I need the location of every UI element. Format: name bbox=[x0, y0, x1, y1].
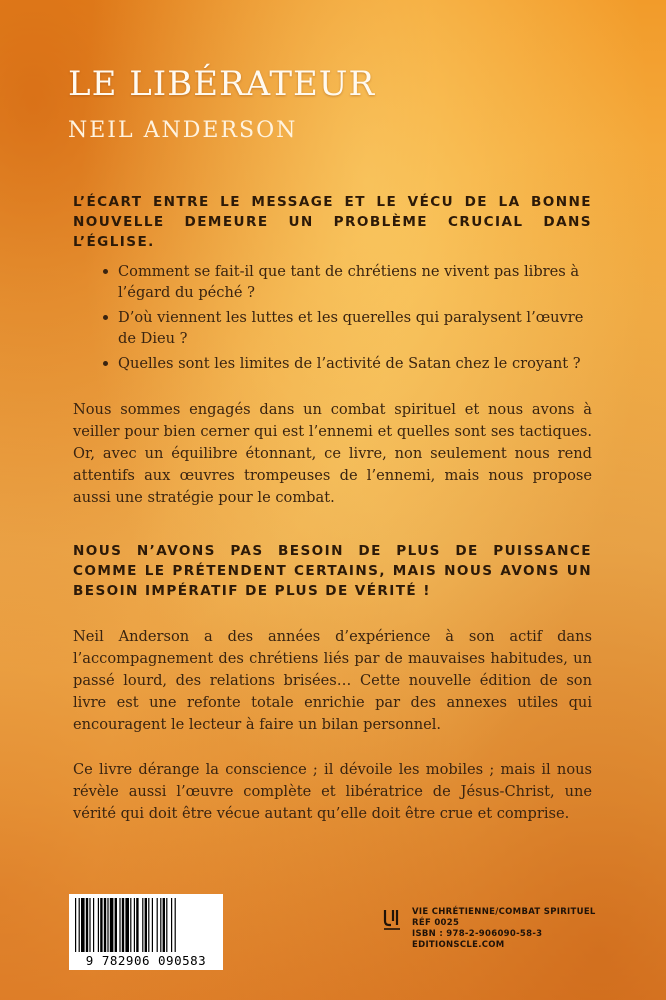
barcode-digits: 9 782906 090583 bbox=[85, 953, 207, 968]
section-heading-2: NOUS N’AVONS PAS BESOIN DE PLUS DE PUISSANCE COMME LE PRÉTENDENT CERTAINS, MAIS NOUS AVONS UN BESOIN IMPÉRATIF DE PLUS DE VÉRITÉ ! bbox=[73, 543, 592, 599]
book-author: NEIL ANDERSON bbox=[68, 118, 298, 143]
book-reference: RÉF 0025 bbox=[412, 918, 460, 928]
book-isbn: ISBN : 978-2-906090-58-3 bbox=[412, 929, 543, 939]
question-list bbox=[73, 261, 592, 378]
publisher-block bbox=[382, 907, 596, 951]
book-category: VIE CHRÉTIENNE/COMBAT SPIRITUEL bbox=[412, 907, 596, 917]
list-item: D’où viennent les luttes et les querelles qui paralysent l’œuvre de Dieu ? bbox=[73, 307, 592, 349]
section-heading-1: L’ÉCART ENTRE LE MESSAGE ET LE VÉCU DE LA BONNE NOUVELLE DEMEURE UN PROBLÈME CRUCIAL DANS L’ÉGLISE. bbox=[73, 194, 592, 250]
publisher-website[interactable]: EDITIONSCLE.COM bbox=[412, 940, 505, 950]
paragraph-2: Neil Anderson a des années d’expérience à son actif dans l’accompagnement des chrétiens liés par de mauvaises habitudes, un passé lourd, des relations brisées… Cette nouvelle édition de son livre est une refonte totale enrichie par des annexes utiles qui encouragent le lecteur à faire un bilan personnel. bbox=[73, 628, 592, 733]
paragraph-1: Nous sommes engagés dans un combat spirituel et nous avons à veiller pour bien cerner qui est l’ennemi et quelles sont ses tactiques. Or, avec un équilibre étonnant, ce livre, non seulement nous rend attentifs aux œuvres trompeuses de l’ennemi, mais nous propose aussi une stratégie pour le combat. bbox=[73, 401, 592, 506]
publisher-info bbox=[412, 907, 596, 951]
list-item: Comment se fait-il que tant de chrétiens ne vivent pas libres à l’égard du péché ? bbox=[73, 261, 592, 303]
book-title: LE LIBÉRATEUR bbox=[68, 64, 376, 104]
cle-logo-icon bbox=[382, 909, 402, 931]
paragraph-3: Ce livre dérange la conscience ; il dévoile les mobiles ; mais il nous révèle aussi l’œuvre complète et libératrice de Jésus-Christ, une vérité qui doit être vécue autant qu’elle doit être crue et comprise. bbox=[73, 761, 592, 822]
barcode-bars bbox=[73, 898, 219, 952]
isbn-barcode bbox=[69, 894, 223, 970]
list-item: Quelles sont les limites de l’activité de Satan chez le croyant ? bbox=[73, 353, 592, 374]
